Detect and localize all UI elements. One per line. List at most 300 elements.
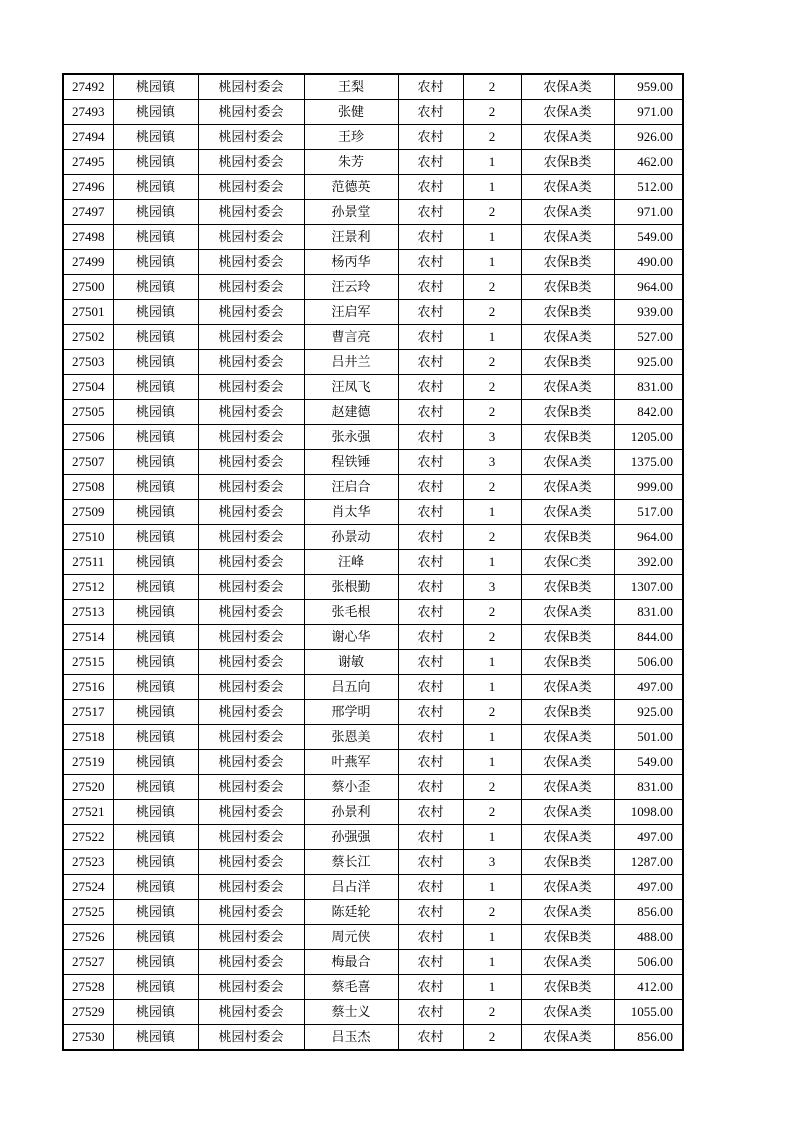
cell-village-committee: 桃园村委会 [198, 775, 304, 800]
cell-serial-number: 27517 [63, 700, 113, 725]
table-row [63, 500, 683, 525]
cell-amount: 831.00 [614, 775, 683, 800]
cell-person-name: 吕井兰 [304, 350, 398, 375]
cell-amount: 1055.00 [614, 1000, 683, 1025]
cell-person-count: 2 [463, 1025, 521, 1051]
cell-village-committee: 桃园村委会 [198, 875, 304, 900]
cell-amount: 842.00 [614, 400, 683, 425]
cell-village-committee: 桃园村委会 [198, 925, 304, 950]
cell-insurance-category: 农保B类 [521, 250, 614, 275]
cell-insurance-category: 农保B类 [521, 650, 614, 675]
cell-person-name: 张毛根 [304, 600, 398, 625]
cell-village-committee: 桃园村委会 [198, 900, 304, 925]
cell-residence-type: 农村 [398, 700, 463, 725]
cell-residence-type: 农村 [398, 900, 463, 925]
cell-residence-type: 农村 [398, 175, 463, 200]
cell-residence-type: 农村 [398, 850, 463, 875]
cell-insurance-category: 农保A类 [521, 1025, 614, 1051]
cell-person-count: 2 [463, 900, 521, 925]
cell-amount: 999.00 [614, 475, 683, 500]
cell-town: 桃园镇 [113, 200, 198, 225]
cell-person-count: 1 [463, 325, 521, 350]
table-row [63, 875, 683, 900]
cell-town: 桃园镇 [113, 125, 198, 150]
table-row [63, 675, 683, 700]
cell-village-committee: 桃园村委会 [198, 700, 304, 725]
cell-village-committee: 桃园村委会 [198, 950, 304, 975]
cell-person-count: 3 [463, 850, 521, 875]
cell-serial-number: 27497 [63, 200, 113, 225]
cell-village-committee: 桃园村委会 [198, 550, 304, 575]
cell-town: 桃园镇 [113, 400, 198, 425]
cell-residence-type: 农村 [398, 525, 463, 550]
cell-person-count: 1 [463, 675, 521, 700]
cell-serial-number: 27530 [63, 1025, 113, 1051]
cell-village-committee: 桃园村委会 [198, 350, 304, 375]
table-row [63, 450, 683, 475]
cell-amount: 506.00 [614, 650, 683, 675]
cell-person-count: 2 [463, 800, 521, 825]
cell-town: 桃园镇 [113, 700, 198, 725]
cell-person-name: 谢敏 [304, 650, 398, 675]
table-row [63, 375, 683, 400]
cell-serial-number: 27526 [63, 925, 113, 950]
table-row [63, 350, 683, 375]
cell-amount: 1098.00 [614, 800, 683, 825]
table-row [63, 900, 683, 925]
cell-person-name: 蔡小歪 [304, 775, 398, 800]
cell-residence-type: 农村 [398, 750, 463, 775]
cell-amount: 497.00 [614, 875, 683, 900]
cell-person-count: 1 [463, 950, 521, 975]
cell-serial-number: 27527 [63, 950, 113, 975]
table-body [63, 74, 683, 1050]
cell-amount: 506.00 [614, 950, 683, 975]
cell-insurance-category: 农保B类 [521, 525, 614, 550]
cell-insurance-category: 农保A类 [521, 900, 614, 925]
cell-serial-number: 27502 [63, 325, 113, 350]
cell-village-committee: 桃园村委会 [198, 250, 304, 275]
cell-person-count: 2 [463, 74, 521, 100]
cell-person-count: 2 [463, 375, 521, 400]
cell-village-committee: 桃园村委会 [198, 975, 304, 1000]
cell-amount: 517.00 [614, 500, 683, 525]
cell-person-count: 2 [463, 400, 521, 425]
cell-person-name: 王珍 [304, 125, 398, 150]
cell-town: 桃园镇 [113, 300, 198, 325]
cell-serial-number: 27525 [63, 900, 113, 925]
cell-village-committee: 桃园村委会 [198, 100, 304, 125]
cell-village-committee: 桃园村委会 [198, 375, 304, 400]
cell-serial-number: 27521 [63, 800, 113, 825]
cell-serial-number: 27501 [63, 300, 113, 325]
cell-person-name: 蔡士义 [304, 1000, 398, 1025]
table-row [63, 225, 683, 250]
cell-serial-number: 27495 [63, 150, 113, 175]
cell-residence-type: 农村 [398, 775, 463, 800]
cell-insurance-category: 农保C类 [521, 550, 614, 575]
cell-serial-number: 27515 [63, 650, 113, 675]
table-row [63, 400, 683, 425]
cell-insurance-category: 农保A类 [521, 475, 614, 500]
cell-insurance-category: 农保B类 [521, 850, 614, 875]
cell-insurance-category: 农保B类 [521, 700, 614, 725]
table-row [63, 300, 683, 325]
table-row [63, 1000, 683, 1025]
cell-town: 桃园镇 [113, 425, 198, 450]
cell-serial-number: 27518 [63, 725, 113, 750]
cell-amount: 412.00 [614, 975, 683, 1000]
cell-person-name: 张健 [304, 100, 398, 125]
cell-town: 桃园镇 [113, 825, 198, 850]
cell-town: 桃园镇 [113, 350, 198, 375]
cell-insurance-category: 农保B类 [521, 425, 614, 450]
cell-residence-type: 农村 [398, 125, 463, 150]
cell-amount: 959.00 [614, 74, 683, 100]
table-row [63, 550, 683, 575]
cell-serial-number: 27523 [63, 850, 113, 875]
cell-insurance-category: 农保A类 [521, 225, 614, 250]
table-row [63, 775, 683, 800]
cell-insurance-category: 农保A类 [521, 1000, 614, 1025]
cell-village-committee: 桃园村委会 [198, 225, 304, 250]
cell-insurance-category: 农保B类 [521, 150, 614, 175]
cell-village-committee: 桃园村委会 [198, 1000, 304, 1025]
cell-person-name: 陈廷轮 [304, 900, 398, 925]
cell-insurance-category: 农保A类 [521, 74, 614, 100]
cell-residence-type: 农村 [398, 500, 463, 525]
cell-person-count: 3 [463, 425, 521, 450]
cell-residence-type: 农村 [398, 275, 463, 300]
cell-residence-type: 农村 [398, 200, 463, 225]
cell-person-name: 汪峰 [304, 550, 398, 575]
cell-person-count: 1 [463, 925, 521, 950]
table-row [63, 925, 683, 950]
cell-serial-number: 27508 [63, 475, 113, 500]
cell-village-committee: 桃园村委会 [198, 675, 304, 700]
cell-person-count: 2 [463, 525, 521, 550]
cell-amount: 926.00 [614, 125, 683, 150]
cell-town: 桃园镇 [113, 175, 198, 200]
cell-town: 桃园镇 [113, 550, 198, 575]
table-row [63, 725, 683, 750]
cell-amount: 1205.00 [614, 425, 683, 450]
cell-amount: 831.00 [614, 600, 683, 625]
cell-person-name: 孙景利 [304, 800, 398, 825]
cell-village-committee: 桃园村委会 [198, 175, 304, 200]
cell-person-count: 1 [463, 875, 521, 900]
cell-person-name: 汪云玲 [304, 275, 398, 300]
table-row [63, 125, 683, 150]
cell-town: 桃园镇 [113, 475, 198, 500]
cell-person-count: 2 [463, 275, 521, 300]
cell-residence-type: 农村 [398, 575, 463, 600]
cell-person-name: 汪景利 [304, 225, 398, 250]
cell-village-committee: 桃园村委会 [198, 800, 304, 825]
cell-amount: 856.00 [614, 1025, 683, 1051]
table-row [63, 650, 683, 675]
cell-person-name: 汪启军 [304, 300, 398, 325]
cell-residence-type: 农村 [398, 875, 463, 900]
table-row [63, 575, 683, 600]
cell-person-name: 汪启合 [304, 475, 398, 500]
cell-person-name: 孙景堂 [304, 200, 398, 225]
cell-residence-type: 农村 [398, 325, 463, 350]
cell-serial-number: 27514 [63, 625, 113, 650]
cell-person-count: 2 [463, 300, 521, 325]
cell-person-name: 叶燕军 [304, 750, 398, 775]
cell-insurance-category: 农保A类 [521, 125, 614, 150]
cell-person-count: 2 [463, 125, 521, 150]
cell-residence-type: 农村 [398, 1025, 463, 1051]
cell-residence-type: 农村 [398, 100, 463, 125]
cell-residence-type: 农村 [398, 225, 463, 250]
cell-serial-number: 27520 [63, 775, 113, 800]
cell-person-name: 张恩美 [304, 725, 398, 750]
table-row [63, 100, 683, 125]
cell-village-committee: 桃园村委会 [198, 725, 304, 750]
cell-insurance-category: 农保B类 [521, 925, 614, 950]
cell-town: 桃园镇 [113, 450, 198, 475]
cell-village-committee: 桃园村委会 [198, 650, 304, 675]
cell-serial-number: 27528 [63, 975, 113, 1000]
cell-village-committee: 桃园村委会 [198, 825, 304, 850]
cell-person-count: 3 [463, 575, 521, 600]
cell-town: 桃园镇 [113, 625, 198, 650]
cell-person-name: 张永强 [304, 425, 398, 450]
cell-residence-type: 农村 [398, 975, 463, 1000]
cell-town: 桃园镇 [113, 725, 198, 750]
cell-serial-number: 27499 [63, 250, 113, 275]
cell-serial-number: 27516 [63, 675, 113, 700]
cell-person-count: 2 [463, 625, 521, 650]
cell-person-name: 谢心华 [304, 625, 398, 650]
cell-serial-number: 27503 [63, 350, 113, 375]
cell-village-committee: 桃园村委会 [198, 425, 304, 450]
table-row [63, 700, 683, 725]
cell-insurance-category: 农保A类 [521, 775, 614, 800]
cell-residence-type: 农村 [398, 150, 463, 175]
cell-person-count: 3 [463, 450, 521, 475]
cell-residence-type: 农村 [398, 250, 463, 275]
cell-town: 桃园镇 [113, 650, 198, 675]
cell-insurance-category: 农保A类 [521, 875, 614, 900]
cell-village-committee: 桃园村委会 [198, 575, 304, 600]
cell-amount: 1375.00 [614, 450, 683, 475]
cell-insurance-category: 农保A类 [521, 100, 614, 125]
cell-town: 桃园镇 [113, 975, 198, 1000]
cell-residence-type: 农村 [398, 725, 463, 750]
cell-amount: 512.00 [614, 175, 683, 200]
table-row [63, 200, 683, 225]
cell-person-count: 2 [463, 1000, 521, 1025]
table-row [63, 850, 683, 875]
cell-village-committee: 桃园村委会 [198, 750, 304, 775]
cell-person-name: 曹言亮 [304, 325, 398, 350]
cell-insurance-category: 农保A类 [521, 450, 614, 475]
cell-person-name: 程铁锤 [304, 450, 398, 475]
table-row [63, 950, 683, 975]
cell-residence-type: 农村 [398, 825, 463, 850]
cell-insurance-category: 农保B类 [521, 300, 614, 325]
cell-residence-type: 农村 [398, 950, 463, 975]
cell-person-name: 孙景动 [304, 525, 398, 550]
table-row [63, 425, 683, 450]
table-row [63, 250, 683, 275]
cell-person-count: 1 [463, 750, 521, 775]
table-row [63, 1025, 683, 1051]
cell-person-count: 1 [463, 650, 521, 675]
cell-village-committee: 桃园村委会 [198, 150, 304, 175]
cell-serial-number: 27511 [63, 550, 113, 575]
cell-insurance-category: 农保A类 [521, 375, 614, 400]
table-row [63, 150, 683, 175]
cell-person-name: 吕玉杰 [304, 1025, 398, 1051]
cell-amount: 490.00 [614, 250, 683, 275]
cell-insurance-category: 农保B类 [521, 575, 614, 600]
cell-serial-number: 27506 [63, 425, 113, 450]
cell-residence-type: 农村 [398, 1000, 463, 1025]
cell-town: 桃园镇 [113, 775, 198, 800]
cell-amount: 925.00 [614, 350, 683, 375]
cell-residence-type: 农村 [398, 550, 463, 575]
cell-town: 桃园镇 [113, 325, 198, 350]
cell-insurance-category: 农保A类 [521, 950, 614, 975]
cell-town: 桃园镇 [113, 500, 198, 525]
cell-residence-type: 农村 [398, 74, 463, 100]
cell-amount: 501.00 [614, 725, 683, 750]
cell-amount: 497.00 [614, 675, 683, 700]
cell-amount: 549.00 [614, 225, 683, 250]
table-row [63, 475, 683, 500]
cell-amount: 964.00 [614, 275, 683, 300]
cell-person-name: 肖太华 [304, 500, 398, 525]
cell-person-name: 汪凤飞 [304, 375, 398, 400]
cell-village-committee: 桃园村委会 [198, 475, 304, 500]
cell-residence-type: 农村 [398, 425, 463, 450]
cell-town: 桃园镇 [113, 800, 198, 825]
cell-residence-type: 农村 [398, 925, 463, 950]
cell-serial-number: 27510 [63, 525, 113, 550]
cell-insurance-category: 农保A类 [521, 325, 614, 350]
cell-town: 桃园镇 [113, 1000, 198, 1025]
cell-amount: 392.00 [614, 550, 683, 575]
cell-insurance-category: 农保A类 [521, 175, 614, 200]
cell-person-name: 蔡长江 [304, 850, 398, 875]
cell-serial-number: 27522 [63, 825, 113, 850]
cell-amount: 527.00 [614, 325, 683, 350]
table-row [63, 800, 683, 825]
table-row [63, 750, 683, 775]
cell-town: 桃园镇 [113, 1025, 198, 1051]
table-row [63, 525, 683, 550]
cell-village-committee: 桃园村委会 [198, 500, 304, 525]
cell-village-committee: 桃园村委会 [198, 125, 304, 150]
cell-serial-number: 27492 [63, 74, 113, 100]
cell-insurance-category: 农保B类 [521, 625, 614, 650]
cell-serial-number: 27494 [63, 125, 113, 150]
cell-village-committee: 桃园村委会 [198, 300, 304, 325]
cell-person-name: 王梨 [304, 74, 398, 100]
cell-residence-type: 农村 [398, 475, 463, 500]
cell-village-committee: 桃园村委会 [198, 600, 304, 625]
cell-town: 桃园镇 [113, 575, 198, 600]
cell-serial-number: 27504 [63, 375, 113, 400]
cell-village-committee: 桃园村委会 [198, 850, 304, 875]
cell-village-committee: 桃园村委会 [198, 200, 304, 225]
cell-town: 桃园镇 [113, 375, 198, 400]
cell-insurance-category: 农保A类 [521, 675, 614, 700]
cell-town: 桃园镇 [113, 525, 198, 550]
cell-town: 桃园镇 [113, 675, 198, 700]
cell-amount: 497.00 [614, 825, 683, 850]
cell-serial-number: 27513 [63, 600, 113, 625]
cell-person-count: 2 [463, 200, 521, 225]
cell-person-count: 2 [463, 475, 521, 500]
cell-town: 桃园镇 [113, 74, 198, 100]
cell-person-count: 1 [463, 825, 521, 850]
cell-residence-type: 农村 [398, 450, 463, 475]
cell-amount: 488.00 [614, 925, 683, 950]
cell-serial-number: 27498 [63, 225, 113, 250]
cell-residence-type: 农村 [398, 800, 463, 825]
cell-residence-type: 农村 [398, 400, 463, 425]
table-row [63, 74, 683, 100]
cell-town: 桃园镇 [113, 900, 198, 925]
cell-insurance-category: 农保B类 [521, 350, 614, 375]
cell-person-name: 张根勤 [304, 575, 398, 600]
cell-village-committee: 桃园村委会 [198, 275, 304, 300]
cell-amount: 549.00 [614, 750, 683, 775]
cell-person-count: 1 [463, 150, 521, 175]
cell-residence-type: 农村 [398, 350, 463, 375]
table-row [63, 825, 683, 850]
cell-town: 桃园镇 [113, 275, 198, 300]
cell-insurance-category: 农保B类 [521, 275, 614, 300]
cell-residence-type: 农村 [398, 375, 463, 400]
cell-village-committee: 桃园村委会 [198, 450, 304, 475]
cell-residence-type: 农村 [398, 675, 463, 700]
cell-person-count: 2 [463, 350, 521, 375]
cell-person-name: 梅最合 [304, 950, 398, 975]
cell-town: 桃园镇 [113, 875, 198, 900]
cell-town: 桃园镇 [113, 100, 198, 125]
cell-serial-number: 27509 [63, 500, 113, 525]
cell-amount: 1287.00 [614, 850, 683, 875]
cell-amount: 971.00 [614, 200, 683, 225]
cell-amount: 462.00 [614, 150, 683, 175]
cell-village-committee: 桃园村委会 [198, 1025, 304, 1051]
cell-amount: 971.00 [614, 100, 683, 125]
cell-person-name: 吕占洋 [304, 875, 398, 900]
cell-village-committee: 桃园村委会 [198, 625, 304, 650]
cell-town: 桃园镇 [113, 925, 198, 950]
cell-person-name: 孙强强 [304, 825, 398, 850]
cell-town: 桃园镇 [113, 600, 198, 625]
cell-serial-number: 27507 [63, 450, 113, 475]
cell-residence-type: 农村 [398, 650, 463, 675]
cell-insurance-category: 农保A类 [521, 800, 614, 825]
cell-serial-number: 27493 [63, 100, 113, 125]
table-row [63, 325, 683, 350]
cell-serial-number: 27500 [63, 275, 113, 300]
cell-person-name: 杨丙华 [304, 250, 398, 275]
cell-person-name: 赵建德 [304, 400, 398, 425]
cell-amount: 856.00 [614, 900, 683, 925]
cell-amount: 925.00 [614, 700, 683, 725]
cell-amount: 939.00 [614, 300, 683, 325]
table-row [63, 975, 683, 1000]
